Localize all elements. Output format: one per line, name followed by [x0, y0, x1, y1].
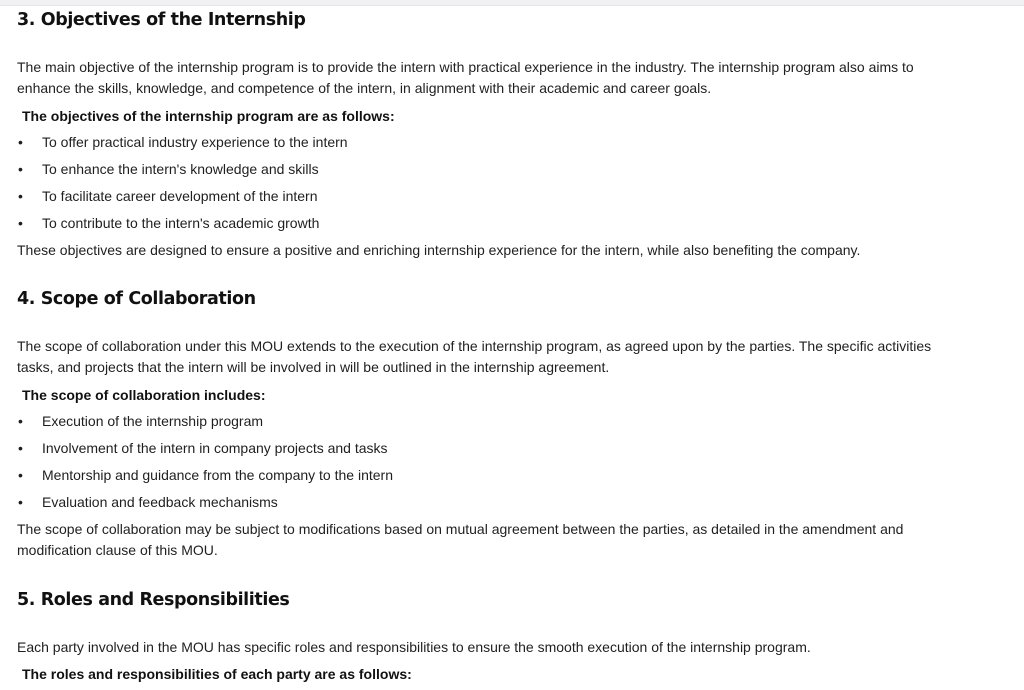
section-heading-objectives: 3. Objectives of the Internship [17, 10, 306, 30]
list-item: • To offer practical industry experience to the intern [17, 129, 348, 156]
list-item: • Execution of the internship program [17, 408, 393, 435]
bullet-icon: • [18, 161, 23, 177]
roles-paragraph [17, 637, 811, 658]
scope-lead: The scope of collaboration includes: [22, 387, 266, 403]
list-item: • Mentorship and guidance from the company to the intern [17, 462, 393, 489]
list-item: • To contribute to the intern's academic growth [17, 210, 348, 237]
bullet-icon: • [18, 467, 23, 483]
objectives-lead: The objectives of the internship program are as follows: [22, 108, 395, 124]
section-heading-scope: 4. Scope of Collaboration [17, 289, 256, 309]
list-item: • To facilitate career development of the intern [17, 183, 348, 210]
list-item: • Involvement of the intern in company projects and tasks [17, 435, 393, 462]
paragraph-line: These objectives are designed to ensure a positive and enriching internship experience for the intern, while also benefiting the company. [17, 242, 861, 258]
scope-paragraph [17, 336, 931, 378]
objectives-paragraph [17, 57, 914, 99]
objectives-list [17, 129, 348, 237]
bullet-icon: • [18, 188, 23, 204]
bullet-icon: • [18, 134, 23, 150]
bullet-icon: • [18, 215, 23, 231]
paragraph-line: The scope of collaboration under this MOU extends to the execution of the internship program, as agreed upon by the parties. The specific activities [17, 338, 932, 354]
bullet-icon: • [18, 494, 23, 510]
section-heading-roles: 5. Roles and Responsibilities [17, 590, 290, 610]
bullet-icon: • [18, 440, 23, 456]
scope-list [17, 408, 393, 516]
paragraph-line: modification clause of this MOU. [17, 542, 218, 558]
paragraph-line: The main objective of the internship program is to provide the intern with practical experience in the industry. The internship program also aims to [17, 59, 914, 75]
top-divider [0, 0, 1024, 6]
bullet-icon: • [18, 413, 23, 429]
paragraph-line: tasks, and projects that the intern will be involved in will be outlined in the internship agreement. [17, 359, 610, 375]
list-item: • To enhance the intern's knowledge and skills [17, 156, 348, 183]
paragraph-line: Each party involved in the MOU has specific roles and responsibilities to ensure the smooth execution of the internship program. [17, 639, 811, 655]
paragraph-line: The scope of collaboration may be subject to modifications based on mutual agreement between the parties, as detailed in the amendment and [17, 521, 904, 537]
roles-lead: The roles and responsibilities of each party are as follows: [22, 666, 412, 682]
paragraph-line: enhance the skills, knowledge, and competence of the intern, in alignment with their academic and career goals. [17, 80, 712, 96]
list-item: • Evaluation and feedback mechanisms [17, 489, 393, 516]
objectives-closing [17, 240, 860, 261]
scope-closing [17, 519, 903, 561]
